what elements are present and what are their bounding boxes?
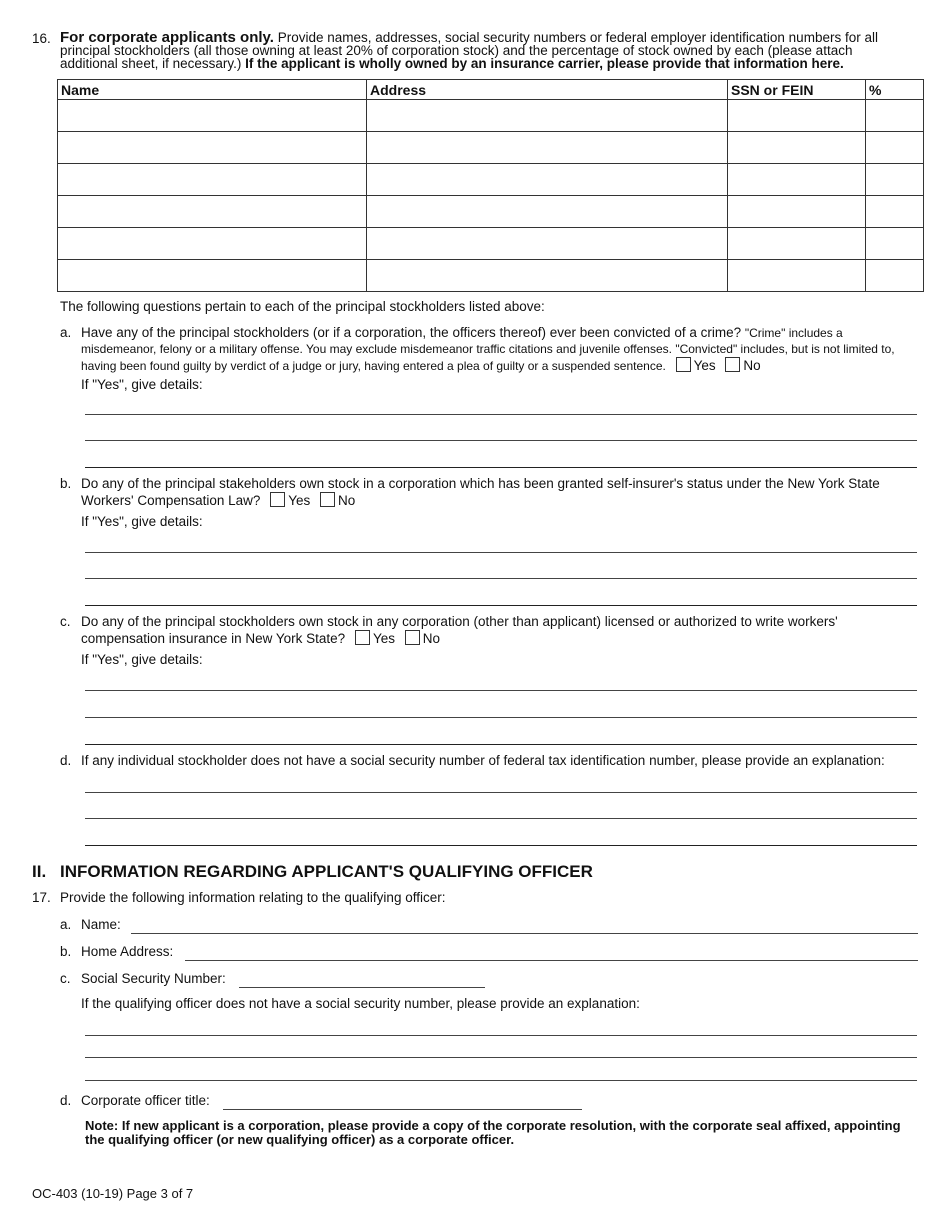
name-cell[interactable] [58, 228, 367, 260]
officer-title-label: Corporate officer title: [81, 1093, 210, 1108]
question-a [81, 325, 913, 374]
question-a-text: Have any of the principal stockholders (or if a corporation, the officers thereof) ever been convicted of a crime? [81, 325, 745, 340]
header-name: Name [58, 80, 367, 100]
no-label: No [337, 493, 356, 508]
details-line[interactable] [85, 744, 917, 745]
section-title: INFORMATION REGARDING APPLICANT'S QUALIFYING OFFICER [60, 862, 593, 881]
yes-label: Yes [288, 493, 311, 508]
question-number: 16. [32, 31, 51, 46]
field-c-letter: c. [60, 971, 71, 986]
question-a-letter: a. [60, 325, 72, 340]
yes-checkbox[interactable] [355, 630, 370, 645]
details-line[interactable] [85, 690, 917, 691]
field-b-letter: b. [60, 944, 72, 959]
page-footer: OC-403 (10-19) Page 3 of 7 [32, 1186, 194, 1201]
field-d-letter: d. [60, 1093, 72, 1108]
ssn-cell[interactable] [728, 164, 866, 196]
question-d-text: If any individual stockholder does not have a social security number of federal tax identification number, please provide an explanation: [81, 753, 885, 768]
name-label: Name: [81, 917, 121, 932]
question-b-letter: b. [60, 476, 72, 491]
header-percent: % [866, 80, 924, 100]
table-row [58, 228, 924, 260]
address-cell[interactable] [367, 164, 728, 196]
name-cell[interactable] [58, 164, 367, 196]
details-line[interactable] [85, 578, 917, 579]
ssn-cell[interactable] [728, 196, 866, 228]
yes-checkbox[interactable] [270, 492, 285, 507]
ssn-cell[interactable] [728, 260, 866, 292]
explanation-line[interactable] [85, 818, 917, 819]
ssn-label: Social Security Number: [81, 971, 226, 986]
address-cell[interactable] [367, 228, 728, 260]
question-b-text: Do any of the principal stakeholders own stock in a corporation which has been granted self-insurer's status under the New York State Workers' Compensation Law? [81, 476, 880, 508]
question-17-text: Provide the following information relating to the qualifying officer: [60, 890, 446, 905]
field-a-letter: a. [60, 917, 72, 932]
no-checkbox[interactable] [320, 492, 335, 507]
question-c [81, 614, 881, 647]
address-cell[interactable] [367, 100, 728, 132]
percent-cell[interactable] [866, 196, 924, 228]
question-number: 17. [32, 890, 51, 905]
no-label: No [422, 631, 440, 646]
section-roman: II. [32, 862, 47, 881]
explanation-line[interactable] [85, 1080, 917, 1081]
details-line[interactable] [85, 605, 917, 606]
ssn-cell[interactable] [728, 100, 866, 132]
name-field[interactable] [131, 933, 918, 934]
question-c-details-label: If "Yes", give details: [81, 652, 203, 667]
officer-title-field[interactable] [223, 1109, 582, 1110]
ssn-cell[interactable] [728, 132, 866, 164]
explanation-line[interactable] [85, 845, 917, 846]
percent-cell[interactable] [866, 228, 924, 260]
question-16 [32, 31, 912, 70]
corporate-note: Note: If new applicant is a corporation, please provide a copy of the corporate resolution, with the corporate seal affixed, appointing the qualifying officer (or new qualifying officer) as a corporate officer. [85, 1118, 901, 1147]
table-row [58, 164, 924, 196]
header-ssn: SSN or FEIN [728, 80, 866, 100]
question-a-details-label: If "Yes", give details: [81, 377, 203, 392]
details-line[interactable] [85, 552, 917, 553]
home-address-field[interactable] [185, 960, 918, 961]
question-c-text: Do any of the principal stockholders own stock in any corporation (other than applicant) licensed or authorized to write workers' compensation insurance in New York State? [81, 614, 838, 646]
percent-cell[interactable] [866, 100, 924, 132]
table-row [58, 132, 924, 164]
details-line[interactable] [85, 440, 917, 441]
question-a-definition: "Crime" includes a misdemeanor, felony or a military offense. You may exclude misdemeanor traffic citations and juvenile offenses. "Convicted" includes, but is not limited to, having been found guilty by verdict of a judge or jury, having entered a plea of guilty or a suspended sentence. [81, 326, 895, 373]
question-b-details-label: If "Yes", give details: [81, 514, 203, 529]
explanation-line[interactable] [85, 1057, 917, 1058]
question-16-lead: For corporate applicants only. [60, 29, 274, 46]
name-cell[interactable] [58, 100, 367, 132]
address-cell[interactable] [367, 196, 728, 228]
no-label: No [743, 358, 761, 373]
question-b [81, 476, 917, 509]
table-row [58, 100, 924, 132]
details-line[interactable] [85, 717, 917, 718]
table-row [58, 260, 924, 292]
question-16-text: Provide names, addresses, social security numbers or federal employer identification numbers for all principal stockholders (all those owning at least 20% of corporation stock) and the percentage of stock owned by each (please attach additional sheet, if necessary.) [60, 30, 878, 71]
address-cell[interactable] [367, 132, 728, 164]
question-d-letter: d. [60, 753, 72, 768]
home-address-label: Home Address: [81, 944, 174, 959]
explanation-line[interactable] [85, 1035, 917, 1036]
no-checkbox[interactable] [405, 630, 420, 645]
name-cell[interactable] [58, 196, 367, 228]
yes-label: Yes [693, 358, 716, 373]
percent-cell[interactable] [866, 260, 924, 292]
address-cell[interactable] [367, 260, 728, 292]
no-checkbox[interactable] [725, 357, 740, 372]
table-row [58, 196, 924, 228]
question-c-letter: c. [60, 614, 71, 629]
stockholder-table [57, 79, 924, 292]
percent-cell[interactable] [866, 164, 924, 196]
question-16-bold-tail: If the applicant is wholly owned by an insurance carrier, please provide that information here. [245, 56, 844, 71]
intro-text: The following questions pertain to each of the principal stockholders listed above: [60, 299, 545, 314]
name-cell[interactable] [58, 260, 367, 292]
details-line[interactable] [85, 467, 917, 468]
explanation-line[interactable] [85, 792, 917, 793]
details-line[interactable] [85, 414, 917, 415]
name-cell[interactable] [58, 132, 367, 164]
percent-cell[interactable] [866, 132, 924, 164]
ssn-field[interactable] [239, 987, 485, 988]
yes-checkbox[interactable] [676, 357, 691, 372]
header-address: Address [367, 80, 728, 100]
ssn-cell[interactable] [728, 228, 866, 260]
ssn-explanation-label: If the qualifying officer does not have a social security number, please provide an explanation: [81, 996, 640, 1011]
yes-label: Yes [372, 631, 395, 646]
